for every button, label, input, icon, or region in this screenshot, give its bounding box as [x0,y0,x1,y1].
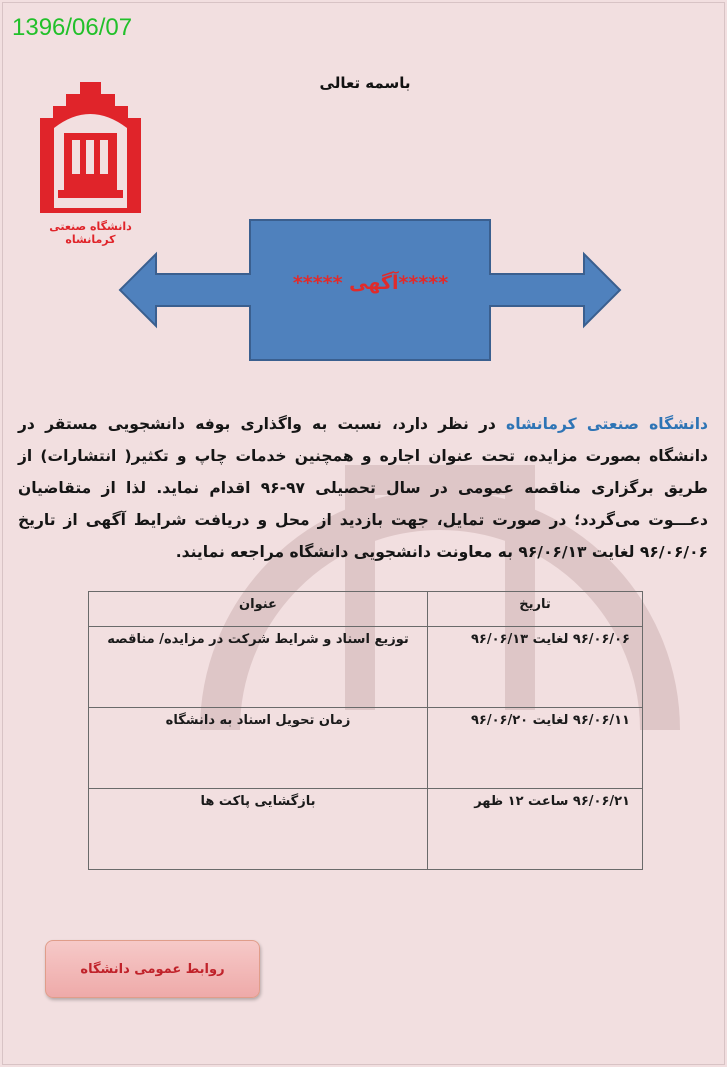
cell-date: ۹۶/۰۶/۲۱ ساعت ۱۲ ظهر [428,789,643,870]
table-row [89,708,643,789]
public-relations-label: روابط عمومی دانشگاه [45,940,260,998]
logo-text: دانشگاه صنعتی کرمانشاه [49,220,132,246]
cell-title: توزیع اسناد و شرایط شرکت در مزایده/ مناقصه [89,627,428,708]
table-row [89,789,643,870]
announcement-title: *****آگهی ***** [292,272,449,294]
cell-date: ۹۶/۰۶/۱۱ لغایت ۹۶/۰۶/۲۰ [428,708,643,789]
table-row [89,627,643,708]
header-title: عنوان [89,592,428,627]
cell-title: بازگشایی پاکت ها [89,789,428,870]
cell-title: زمان تحویل اسناد به دانشگاه [89,708,428,789]
heading-basmeh: باسمه تعالی [319,74,411,92]
university-name: دانشگاه صنعتی کرمانشاه [506,415,708,433]
header-date: تاریخ [428,592,643,627]
announcement-paragraph [18,408,708,568]
document-date: 1396/06/07 [12,14,133,41]
cell-date: ۹۶/۰۶/۰۶ لغایت ۹۶/۰۶/۱۳ [428,627,643,708]
schedule-table [88,591,643,870]
paragraph-body: در نظر دارد، نسبت به واگذاری بوفه دانشجویی مستقر در دانشگاه بصورت مزایده، تحت عنوان اجاره و همچنین خدمات چاپ و تکثیر( انتشارات) از طریق برگزاری مناقصه عمومی در سال تحصیلی ۹۷-۹۶ اقدام نماید. لذا از متقاضیان دعـــوت می‌گردد؛ در صورت تمایل، جهت بازدید از محل و دریافت شرایط آگهی از تاریخ ۹۶/۰۶/۰۶ لغایت ۹۶/۰۶/۱۳ به معاونت دانشجویی دانشگاه مراجعه نمایند. [18,415,708,561]
table-header-row [89,592,643,627]
